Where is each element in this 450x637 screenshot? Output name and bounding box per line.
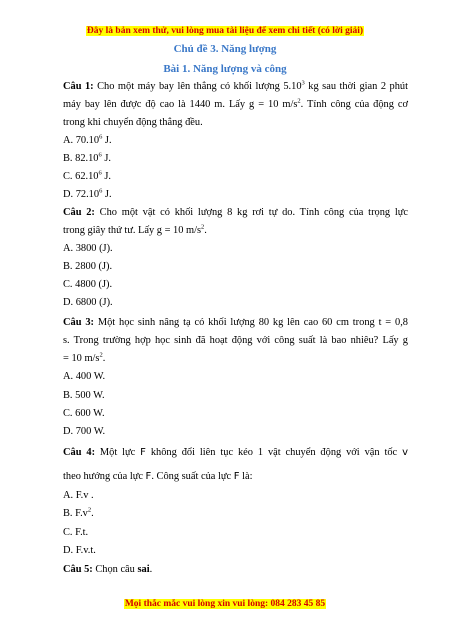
q1-option-d: D. 72.10$^6$ J. [63, 187, 112, 200]
q4-line-2: theo hướng của lực F. Công suất của lực F là: [63, 471, 253, 482]
q5-label: Câu 5: [63, 564, 93, 575]
q2-option-b: B. 2800 (J). [63, 261, 113, 272]
q4-option-b: B. $F.v^2$. [63, 506, 94, 519]
q5-line-1: Câu 5: Chọn câu sai. [63, 564, 153, 575]
q3-option-a: A. 400 W. [63, 371, 106, 382]
q1-line-1: Câu 1: Cho một máy bay lên thẳng có khối lượng 5.10$^3$ kg sau thời gian 2 phút [63, 79, 408, 92]
q2-option-c: C. 4800 (J). [63, 279, 113, 290]
q1-line-2: máy bay lên được độ cao là 1440 m. Lấy g = 10 $m/s^2$. Tính công của động cơ [63, 97, 409, 110]
q4-label: Câu 4: [63, 447, 96, 458]
q1-line-3: trong khi chuyển động thẳng đều. [63, 117, 203, 128]
q2-label: Câu 2: [63, 207, 95, 218]
chapter-title: Chủ đề 3. Năng lượng [173, 43, 277, 55]
q4-line-1: Câu 4: Một lực F không đổi liên tục kéo 1 vật chuyển động với vận tốc v [63, 447, 408, 458]
contact-footer: Mọi thắc mắc vui lòng xin vui lòng: 084 283 45 85 [124, 599, 326, 609]
q4-option-d: D. F.v.t. [63, 545, 96, 556]
q2-option-a: A. 3800 (J). [63, 243, 113, 254]
q4-option-c: C. F.t. [63, 527, 89, 538]
q4-option-a: A. F.v . [63, 490, 94, 501]
force-symbol: F [145, 471, 152, 482]
q3-label: Câu 3: [63, 317, 94, 328]
q3-line-3: = 10 $m/s^2$. [63, 351, 106, 364]
q1-label: Câu 1: [63, 81, 94, 92]
q3-option-b: B. 500 W. [63, 390, 105, 401]
q1-option-a: A. 70.10$^6$ J. [63, 133, 112, 146]
force-symbol: F [140, 447, 146, 458]
q2-line-1: Câu 2: Cho một vật có khối lượng 8 kg rơi tự do. Tính công của trọng lực [63, 207, 409, 218]
q2-line-2: trong giây thứ tư. Lấy g = 10 $m/s^2$. [63, 223, 207, 236]
lesson-title: Bài 1. Năng lượng và công [163, 63, 287, 75]
velocity-symbol: v [402, 447, 408, 458]
preview-banner: Đây là bản xem thử, vui lòng mua tài liệu để xem chi tiết (có lời giải) [86, 26, 364, 36]
q3-line-1: Câu 3: Một học sinh nâng tạ có khối lượng 80 kg lên cao 60 cm trong t = 0,8 [63, 317, 409, 328]
q1-option-b: B. 82.10$^6$ J. [63, 151, 112, 164]
force-symbol: F [233, 471, 240, 482]
q5-emphasis: sai [137, 564, 150, 575]
q3-option-c: C. 600 W. [63, 408, 105, 419]
q3-option-d: D. 700 W. [63, 426, 106, 437]
q2-option-d: D. 6800 (J). [63, 297, 113, 308]
q3-line-2: s. Trong trường hợp học sinh đã hoạt động với công suất là bao nhiêu? Lấy g [63, 335, 408, 346]
q1-option-c: C. 62.10$^6$ J. [63, 169, 112, 182]
